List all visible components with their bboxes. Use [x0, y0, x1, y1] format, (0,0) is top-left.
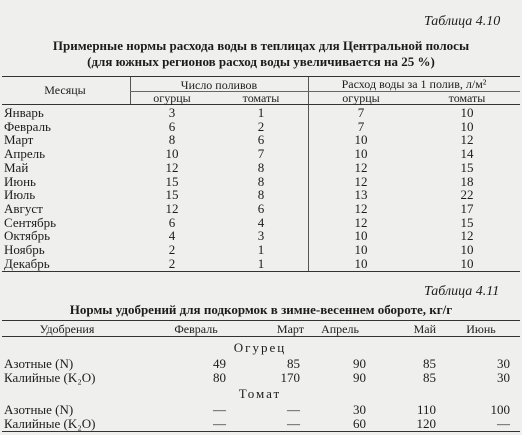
waterings-tomatoes-cell: 3 — [257, 228, 265, 244]
table-4-10-title-line1: Примерные нормы расхода воды в теплицах для Центральной полосы — [52, 38, 470, 53]
fertilizer-name-cell: Калийные (K₂O) — [4, 370, 96, 385]
consumption-cucumbers-cell: 7 — [357, 105, 365, 120]
fertilizer-name-cell: Азотные (N) — [4, 402, 74, 417]
subheader-cucumbers: огурцы — [342, 91, 380, 105]
fertilizer-value-cell: — — [287, 416, 300, 431]
waterings-cucumbers-cell: 12 — [165, 200, 179, 216]
consumption-cucumbers-cell: 12 — [354, 159, 368, 175]
waterings-tomatoes-cell: 8 — [257, 159, 265, 175]
waterings-tomatoes-cell: 1 — [257, 242, 265, 257]
col-group-waterings: Число поливов — [180, 78, 258, 92]
month-cell: Июнь — [4, 173, 36, 189]
waterings-cucumbers-cell: 6 — [168, 214, 176, 230]
fertilizer-value-cell: 170 — [280, 370, 300, 385]
consumption-cucumbers-cell: 10 — [354, 228, 368, 244]
col-header-month: Февраль — [174, 322, 218, 336]
waterings-tomatoes-cell: 6 — [257, 200, 265, 216]
table2-bottom-rule — [2, 431, 520, 432]
table-4-11-label: Таблица 4.11 — [424, 284, 500, 299]
waterings-cucumbers-cell: 10 — [165, 146, 179, 162]
consumption-tomatoes-cell: 10 — [460, 242, 474, 257]
col-header-fertilizer: Удобрения — [39, 322, 95, 336]
waterings-cucumbers-cell: 3 — [168, 105, 176, 120]
consumption-tomatoes-cell: 10 — [460, 118, 474, 134]
month-cell: Май — [4, 159, 29, 175]
col-header-month: Май — [413, 322, 436, 336]
fertilizer-value-cell: 60 — [353, 416, 366, 431]
section-cucumber: Огурец — [233, 340, 287, 355]
table-4-11-title: Нормы удобрений для подкормок в зимне-весеннем обороте, кг/г — [69, 302, 453, 317]
month-cell: Июль — [4, 187, 36, 203]
fertilizer-value-cell: 85 — [423, 356, 436, 371]
fertilizer-value-cell: 80 — [213, 370, 226, 385]
waterings-tomatoes-cell: 1 — [257, 105, 265, 120]
fertilizer-value-cell: 120 — [416, 416, 436, 431]
subheader-tomatoes: томаты — [448, 91, 486, 105]
consumption-cucumbers-cell: 10 — [354, 146, 368, 162]
subheader-cucumbers: огурцы — [153, 91, 191, 105]
table-4-10-label: Таблица 4.10 — [424, 14, 501, 29]
col-group-consumption: Расход воды за 1 полив, л/м² — [341, 77, 487, 91]
col-header-month: Июнь — [466, 322, 496, 336]
col-header-months: Месяцы — [44, 83, 86, 97]
consumption-tomatoes-cell: 18 — [460, 173, 474, 189]
table-bottom-rule — [2, 271, 520, 272]
fertilizer-value-cell: 90 — [353, 356, 366, 371]
waterings-cucumbers-cell: 2 — [168, 255, 176, 271]
consumption-tomatoes-cell: 12 — [460, 228, 474, 244]
subheader-tomatoes: томаты — [242, 91, 280, 105]
fertilizer-value-cell: — — [213, 416, 226, 431]
fertilizer-value-cell: — — [213, 402, 226, 417]
consumption-tomatoes-cell: 15 — [460, 159, 474, 175]
col-header-month: Март — [276, 322, 304, 336]
table2-header-bottom-rule — [2, 336, 520, 337]
fertilizer-value-cell: 30 — [497, 356, 510, 371]
month-cell: Январь — [4, 105, 44, 120]
waterings-tomatoes-cell: 7 — [257, 146, 265, 162]
fertilizer-value-cell: — — [497, 416, 510, 431]
consumption-tomatoes-cell: 17 — [460, 200, 474, 216]
consumption-tomatoes-cell: 10 — [460, 105, 474, 120]
fertilizer-value-cell: — — [287, 402, 300, 417]
waterings-tomatoes-cell: 6 — [257, 132, 265, 148]
consumption-tomatoes-cell: 22 — [460, 187, 474, 203]
month-cell: Март — [4, 132, 34, 148]
month-cell: Ноябрь — [4, 242, 45, 257]
consumption-cucumbers-cell: 12 — [354, 200, 368, 216]
fertilizer-value-cell: 110 — [416, 402, 436, 417]
fertilizer-value-cell: 90 — [353, 370, 366, 385]
waterings-tomatoes-cell: 8 — [257, 173, 265, 189]
month-cell: Сентябрь — [4, 214, 57, 230]
waterings-tomatoes-cell: 4 — [257, 214, 265, 230]
month-cell: Апрель — [4, 146, 46, 162]
waterings-tomatoes-cell: 1 — [257, 255, 265, 271]
consumption-cucumbers-cell: 12 — [354, 173, 368, 189]
fertilizer-value-cell: 30 — [353, 402, 366, 417]
fertilizer-value-cell: 30 — [497, 370, 510, 385]
consumption-tomatoes-cell: 15 — [460, 214, 474, 230]
consumption-tomatoes-cell: 14 — [460, 146, 474, 162]
consumption-cucumbers-cell: 10 — [354, 132, 368, 148]
fertilizer-value-cell: 85 — [287, 356, 300, 371]
waterings-cucumbers-cell: 4 — [168, 228, 176, 244]
fertilizer-value-cell: 49 — [213, 356, 226, 371]
table-4-10-title-line2: (для южных регионов расход воды увеличивается на 25 %) — [87, 54, 435, 69]
waterings-tomatoes-cell: 8 — [257, 187, 265, 203]
waterings-cucumbers-cell: 12 — [165, 159, 179, 175]
fertilizer-value-cell: 85 — [423, 370, 436, 385]
waterings-cucumbers-cell: 6 — [168, 118, 176, 134]
consumption-tomatoes-cell: 12 — [460, 132, 474, 148]
col-header-month: Апрель — [321, 322, 359, 336]
month-cell: Декабрь — [4, 255, 50, 271]
waterings-tomatoes-cell: 2 — [257, 118, 265, 134]
consumption-cucumbers-cell: 10 — [354, 255, 368, 271]
month-cell: Август — [4, 200, 43, 216]
waterings-cucumbers-cell: 8 — [168, 132, 176, 148]
month-cell: Февраль — [4, 118, 51, 134]
waterings-cucumbers-cell: 15 — [165, 173, 179, 189]
table2-top-rule — [2, 320, 520, 321]
fertilizer-name-cell: Калийные (K₂O) — [4, 416, 96, 431]
month-cell: Октябрь — [4, 228, 51, 244]
consumption-cucumbers-cell: 13 — [354, 187, 368, 203]
fertilizer-value-cell: 100 — [490, 402, 510, 417]
waterings-cucumbers-cell: 15 — [165, 187, 179, 203]
consumption-cucumbers-cell: 12 — [354, 214, 368, 230]
consumption-cucumbers-cell: 10 — [354, 242, 368, 257]
consumption-cucumbers-cell: 7 — [357, 118, 365, 134]
consumption-tomatoes-cell: 10 — [460, 255, 474, 271]
waterings-cucumbers-cell: 2 — [168, 242, 176, 257]
fertilizer-name-cell: Азотные (N) — [4, 356, 74, 371]
section-tomato: Томат — [238, 386, 282, 401]
